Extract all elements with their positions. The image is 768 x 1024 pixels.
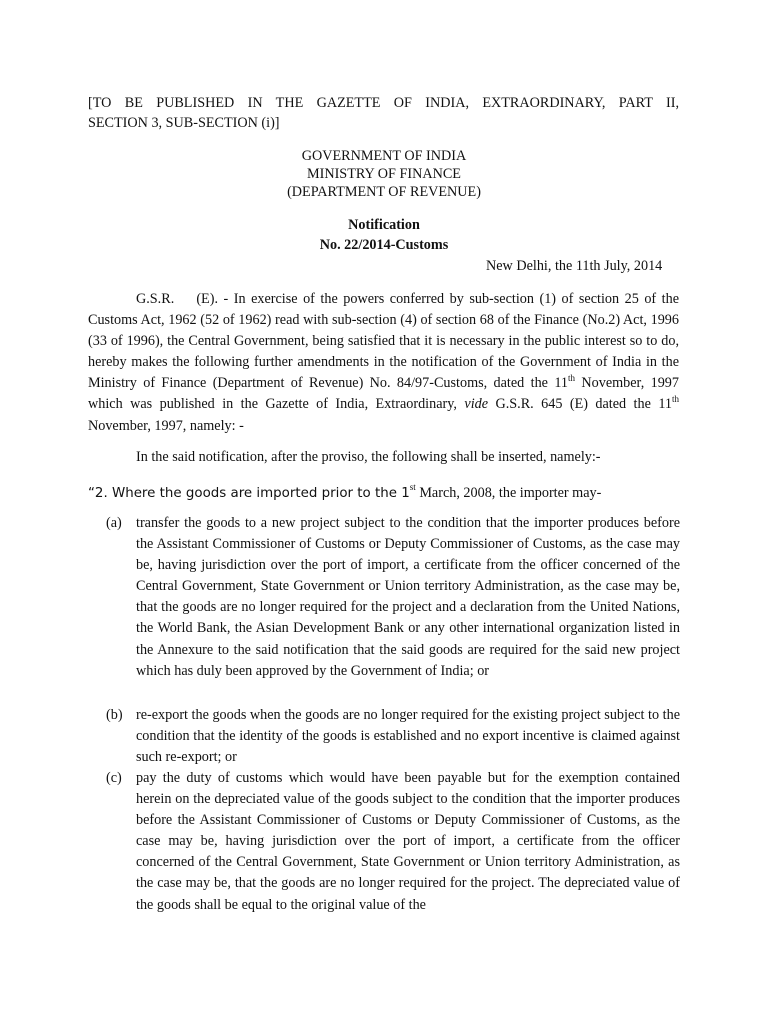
- preamble-sup-2: th: [671, 393, 679, 404]
- notification-number: No. 22/2014-Customs: [319, 237, 449, 253]
- list-item-b: [106, 705, 680, 768]
- preamble-vide: vide: [464, 396, 489, 413]
- preamble-sup-1: th: [568, 372, 576, 383]
- preamble-text-3: G.S.R. 645 (E) dated the 11: [488, 396, 672, 413]
- gazette-heading-line1: [TO BE PUBLISHED IN THE GAZETTE OF INDIA, EXTRAORDINARY, PART II,: [88, 95, 679, 111]
- list-item-label: (b): [106, 707, 123, 723]
- list-item-c: [106, 768, 680, 916]
- preamble-text-1: G.S.R. (E). - In exercise of the powers conferred by sub-section (1) of section 25 of the Customs Act, 1962 (52 of 1962) read with sub-section (4) of section 68 of the Finance (No.2) Act, 1996 (33 of 1996), the Central Government, being satisfied that it is necessary in the public interest so to do, hereby makes the following further amendments in the notification of the Government of India in the Ministry of Finance (Department of Revenue) No. 84/97-Customs, dated the 11: [88, 291, 679, 392]
- list-item-text: re-export the goods when the goods are no longer required for the existing project subject to the condition that the identity of the goods is established and no export incentive is claimed against such re-export; or: [136, 707, 680, 766]
- list-item-a: [106, 513, 680, 682]
- gazette-heading-line2: SECTION 3, SUB-SECTION (i)]: [88, 115, 280, 131]
- list-item-text: pay the duty of customs which would have been payable but for the exemption contained herein on the depreciated value of the goods subject to the condition that the importer produces before the Assistant Commissioner of Customs or Deputy Commissioner of Customs, as the case may be, having jurisdiction over the port of import, a certificate from the officer concerned of the Central Government, State Government or Union territory Administration, as the case may be, that the goods are no longer required for the project. The depreciated value of the goods shall be equal to the original value of the: [136, 770, 680, 913]
- clause-sup: st: [409, 482, 416, 493]
- clause-rest: March, 2008, the importer may-: [415, 485, 602, 501]
- list-item-text: transfer the goods to a new project subject to the condition that the importer produces before the Assistant Commissioner of Customs or Deputy Commissioner of Customs, as the case may be, having jurisdiction over the port of import, a certificate from the officer concerned of the Central Government, State Government or Union territory Administration, as the case may be, that the goods are no longer required for the project and a declaration from the United Nations, the World Bank, the Asian Development Bank or any other international organization listed in the Annexure to the said notification that the said goods are required for the said new project which has duly been approved by the Government of India; or: [136, 515, 680, 679]
- ministry-title: MINISTRY OF FINANCE: [307, 166, 461, 182]
- preamble-text-4: November, 1997, namely: -: [88, 417, 244, 434]
- preamble-text-2: November, 1997 which was published in the Gazette of India, Extraordinary,: [88, 375, 679, 413]
- government-title: GOVERNMENT OF INDIA: [301, 148, 467, 164]
- intro-paragraph: In the said notification, after the proviso, the following shall be inserted, namely:-: [136, 449, 601, 465]
- clause-2-lead: [88, 483, 601, 504]
- preamble-paragraph: [88, 289, 679, 437]
- place-and-date: New Delhi, the 11th July, 2014: [486, 258, 663, 274]
- notification-title: Notification: [348, 217, 420, 233]
- clause-lead-text: “2. Where the goods are imported prior to the 1: [88, 486, 410, 501]
- department-title: (DEPARTMENT OF REVENUE): [287, 184, 481, 200]
- list-item-label: (a): [106, 515, 122, 531]
- list-item-label: (c): [106, 770, 122, 786]
